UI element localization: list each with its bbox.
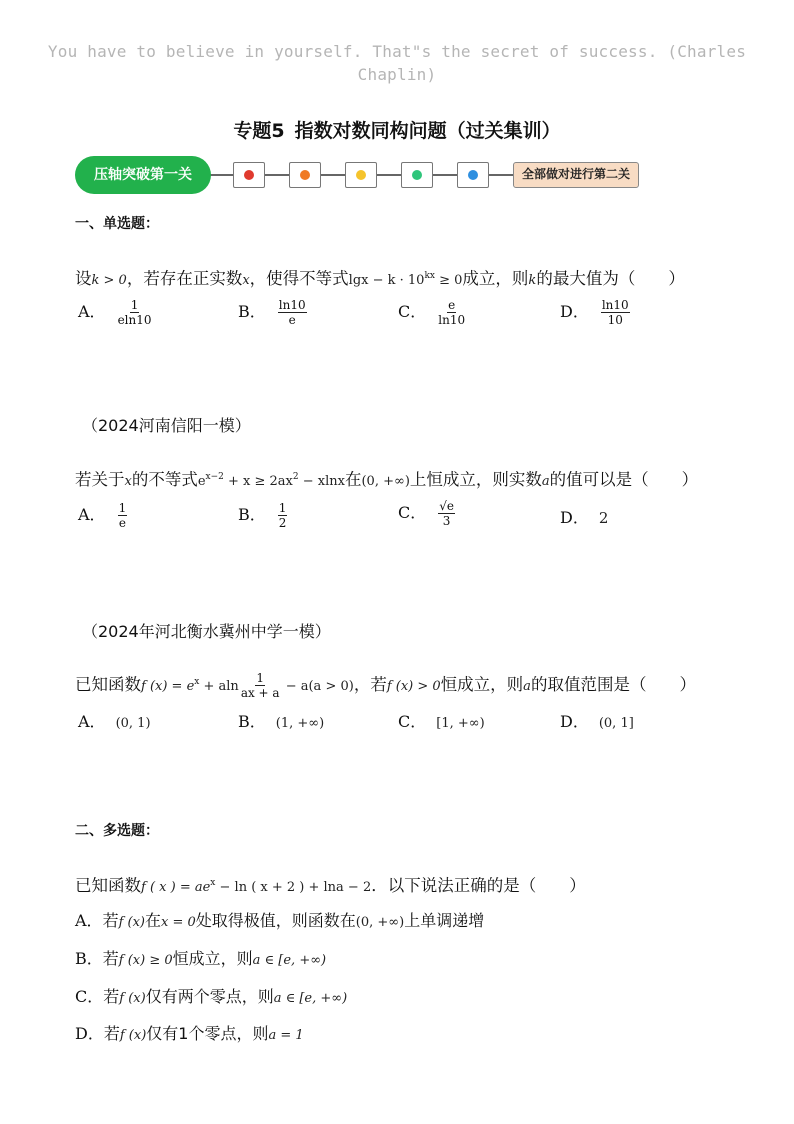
q1-stem: [75, 265, 685, 289]
q2-text: 的值可以是（ ）: [549, 470, 699, 489]
q4-text: 已知函数: [75, 876, 141, 895]
q4-option-c[interactable]: [75, 984, 347, 1007]
q1-math: k: [528, 273, 537, 288]
fraction: [438, 500, 455, 527]
q4-stem: [75, 872, 586, 896]
step-5-dot: [468, 170, 478, 180]
numerator: 1: [278, 501, 287, 515]
step-3-dot: [356, 170, 366, 180]
fraction: [278, 299, 307, 326]
option-label: B．: [238, 302, 266, 321]
numerator: 1: [118, 501, 127, 515]
option-label: C．: [398, 712, 427, 731]
option-label: B．: [238, 505, 266, 524]
q1-text: 设: [75, 269, 92, 288]
option-text: 若: [103, 987, 120, 1006]
q1-math: lgx − k · 10: [348, 273, 425, 288]
q1-text: 成立，则: [462, 269, 529, 288]
option-label: C．: [75, 987, 104, 1006]
denominator: e: [118, 516, 126, 530]
step-3: [345, 162, 377, 188]
step-2-dot: [300, 170, 310, 180]
q3-option-b[interactable]: [238, 709, 324, 732]
option-math: f (x): [119, 991, 146, 1006]
q2-math: x: [124, 474, 132, 489]
option-value: (0, 1): [115, 716, 151, 731]
numerator: 1: [256, 671, 265, 685]
step-2: [289, 162, 321, 188]
fraction: [118, 502, 128, 529]
option-label: A．: [75, 911, 103, 930]
option-math: f (x): [119, 1028, 147, 1043]
pass-label: 压轴突破第一关: [75, 156, 211, 194]
numerator: e: [448, 298, 456, 312]
option-math: a ∈ [e, +∞): [273, 991, 348, 1006]
option-text: 上单调递增: [404, 911, 485, 930]
option-text: 恒成立，则: [172, 949, 253, 968]
q1-option-b[interactable]: [238, 299, 309, 326]
q1-math-sup: kx: [424, 271, 435, 281]
option-label: C．: [398, 503, 427, 522]
option-label: B．: [75, 949, 103, 968]
q3-option-d[interactable]: [560, 709, 634, 732]
q2-math: − xlnx: [298, 474, 345, 489]
denominator: 2: [278, 516, 287, 530]
option-text: 若: [102, 949, 119, 968]
numerator: ln10: [278, 298, 306, 312]
q1-text: 的最大值为（ ）: [536, 269, 685, 288]
q2-text: 若关于: [75, 470, 125, 489]
option-math: a = 1: [268, 1028, 304, 1043]
q2-math: (0, +∞): [361, 474, 410, 489]
fraction: [241, 672, 280, 699]
q1-text: ，使得不等式: [249, 269, 349, 288]
step-4-dot: [412, 170, 422, 180]
section-2-heading: 二、多选题：: [75, 823, 159, 839]
q2-text: 的不等式: [131, 470, 198, 489]
q2-text: 上恒成立，则实数: [409, 470, 542, 489]
q3-text: 的取值范围是（ ）: [530, 675, 696, 694]
option-text: 若: [102, 911, 119, 930]
q3-option-a[interactable]: [78, 709, 151, 732]
option-math: f (x) ≥ 0: [118, 953, 173, 968]
q4-option-b[interactable]: [75, 946, 326, 969]
q4-math-sup: x: [210, 878, 216, 888]
q1-math: x: [242, 273, 250, 288]
fraction: [278, 502, 288, 529]
section-1-heading: 一、单选题：: [75, 216, 159, 232]
q2-option-a[interactable]: [78, 502, 129, 529]
q4-math: − ln ( x + 2 ) + lna − 2: [215, 880, 372, 895]
step-4: [401, 162, 433, 188]
q2-math-sup: 2: [292, 472, 299, 482]
step-1: [233, 162, 265, 188]
q2-math-sup: x−2: [205, 472, 224, 482]
q3-math: a: [523, 679, 531, 694]
option-label: A．: [78, 712, 106, 731]
q3-text: 已知函数: [75, 675, 141, 694]
denominator: 10: [607, 313, 623, 327]
option-value: (0, 1]: [598, 716, 634, 731]
q2-option-b[interactable]: [238, 502, 289, 529]
denominator: eln10: [117, 313, 152, 327]
page-title: [0, 116, 794, 143]
q4-option-d[interactable]: [75, 1021, 304, 1044]
option-math: a ∈ [e, +∞): [252, 953, 327, 968]
q2-option-c[interactable]: [398, 500, 457, 527]
q1-math: k > 0: [91, 273, 127, 288]
fraction: [118, 299, 152, 326]
option-label: A．: [78, 505, 106, 524]
q2-math: a: [541, 474, 550, 489]
q3-text: 恒成立，则: [440, 675, 524, 694]
q3-source: （2024年河北衡水冀州中学一模）: [82, 622, 331, 641]
option-value: (1, +∞): [275, 716, 325, 731]
option-label: C．: [398, 302, 427, 321]
title-text: 指数对数同构问题（过关集训）: [294, 120, 561, 142]
option-math: f (x): [118, 915, 145, 930]
option-label: D．: [560, 712, 589, 731]
option-text: 若: [103, 1024, 120, 1043]
q2-math: e: [197, 474, 206, 489]
step-5: [457, 162, 489, 188]
denominator: ax + a: [240, 686, 280, 700]
denominator: 3: [442, 514, 451, 528]
numerator: ln10: [601, 298, 629, 312]
option-label: D．: [560, 302, 589, 321]
option-label: B．: [238, 712, 266, 731]
q1-text: ，若存在正实数: [126, 269, 243, 288]
option-value: 2: [598, 509, 609, 527]
option-text: 在: [145, 911, 162, 930]
option-label: D．: [560, 508, 589, 527]
q3-math: f (x) > 0: [386, 679, 441, 694]
numerator: √e: [439, 499, 454, 513]
numerator: 1: [130, 298, 139, 312]
denominator: ln10: [438, 313, 466, 327]
denominator: e: [288, 313, 296, 327]
option-text: 仅有两个零点，则: [145, 987, 274, 1006]
fraction: [601, 299, 630, 326]
option-text: 仅有1个零点，则: [146, 1024, 269, 1043]
q3-math: − a(a > 0): [281, 679, 354, 694]
option-label: D．: [75, 1024, 104, 1043]
title-number: 专题5: [233, 120, 285, 142]
q1-math: ≥ 0: [434, 273, 463, 288]
q3-text: ，若: [353, 675, 387, 694]
q3-math-sup: x: [194, 677, 200, 687]
option-math: x = 0: [161, 915, 196, 930]
q4-option-a[interactable]: [75, 908, 484, 931]
q2-option-d[interactable]: [560, 505, 608, 528]
q2-math: + x ≥ 2ax: [223, 474, 293, 489]
fraction: [438, 299, 465, 326]
q2-source: （2024河南信阳一模）: [82, 416, 251, 435]
q1-option-a[interactable]: [78, 299, 154, 326]
q3-stem: [75, 671, 696, 699]
q1-option-c[interactable]: [398, 299, 467, 326]
header-quote: You have to believe in yourself. That"s the secret of success. (Charles Chaplin): [47, 42, 747, 84]
option-label: A．: [78, 302, 106, 321]
step-1-dot: [244, 170, 254, 180]
final-stage-label: 全部做对进行第二关: [513, 162, 639, 188]
q3-option-c[interactable]: [398, 709, 485, 732]
option-value: [1, +∞): [436, 716, 485, 731]
option-text: 处取得极值，则函数在: [195, 911, 356, 930]
option-math: (0, +∞): [355, 915, 405, 930]
q3-math: + aln: [199, 679, 239, 694]
q1-option-d[interactable]: [560, 299, 632, 326]
q2-stem: [75, 466, 698, 490]
q2-text: 在: [344, 470, 362, 489]
progress-bar: [75, 155, 645, 195]
q4-math: f ( x ) = ae: [141, 880, 211, 895]
q4-text: ．以下说法正确的是（ ）: [371, 876, 586, 895]
q3-math: f (x) = e: [141, 679, 195, 694]
